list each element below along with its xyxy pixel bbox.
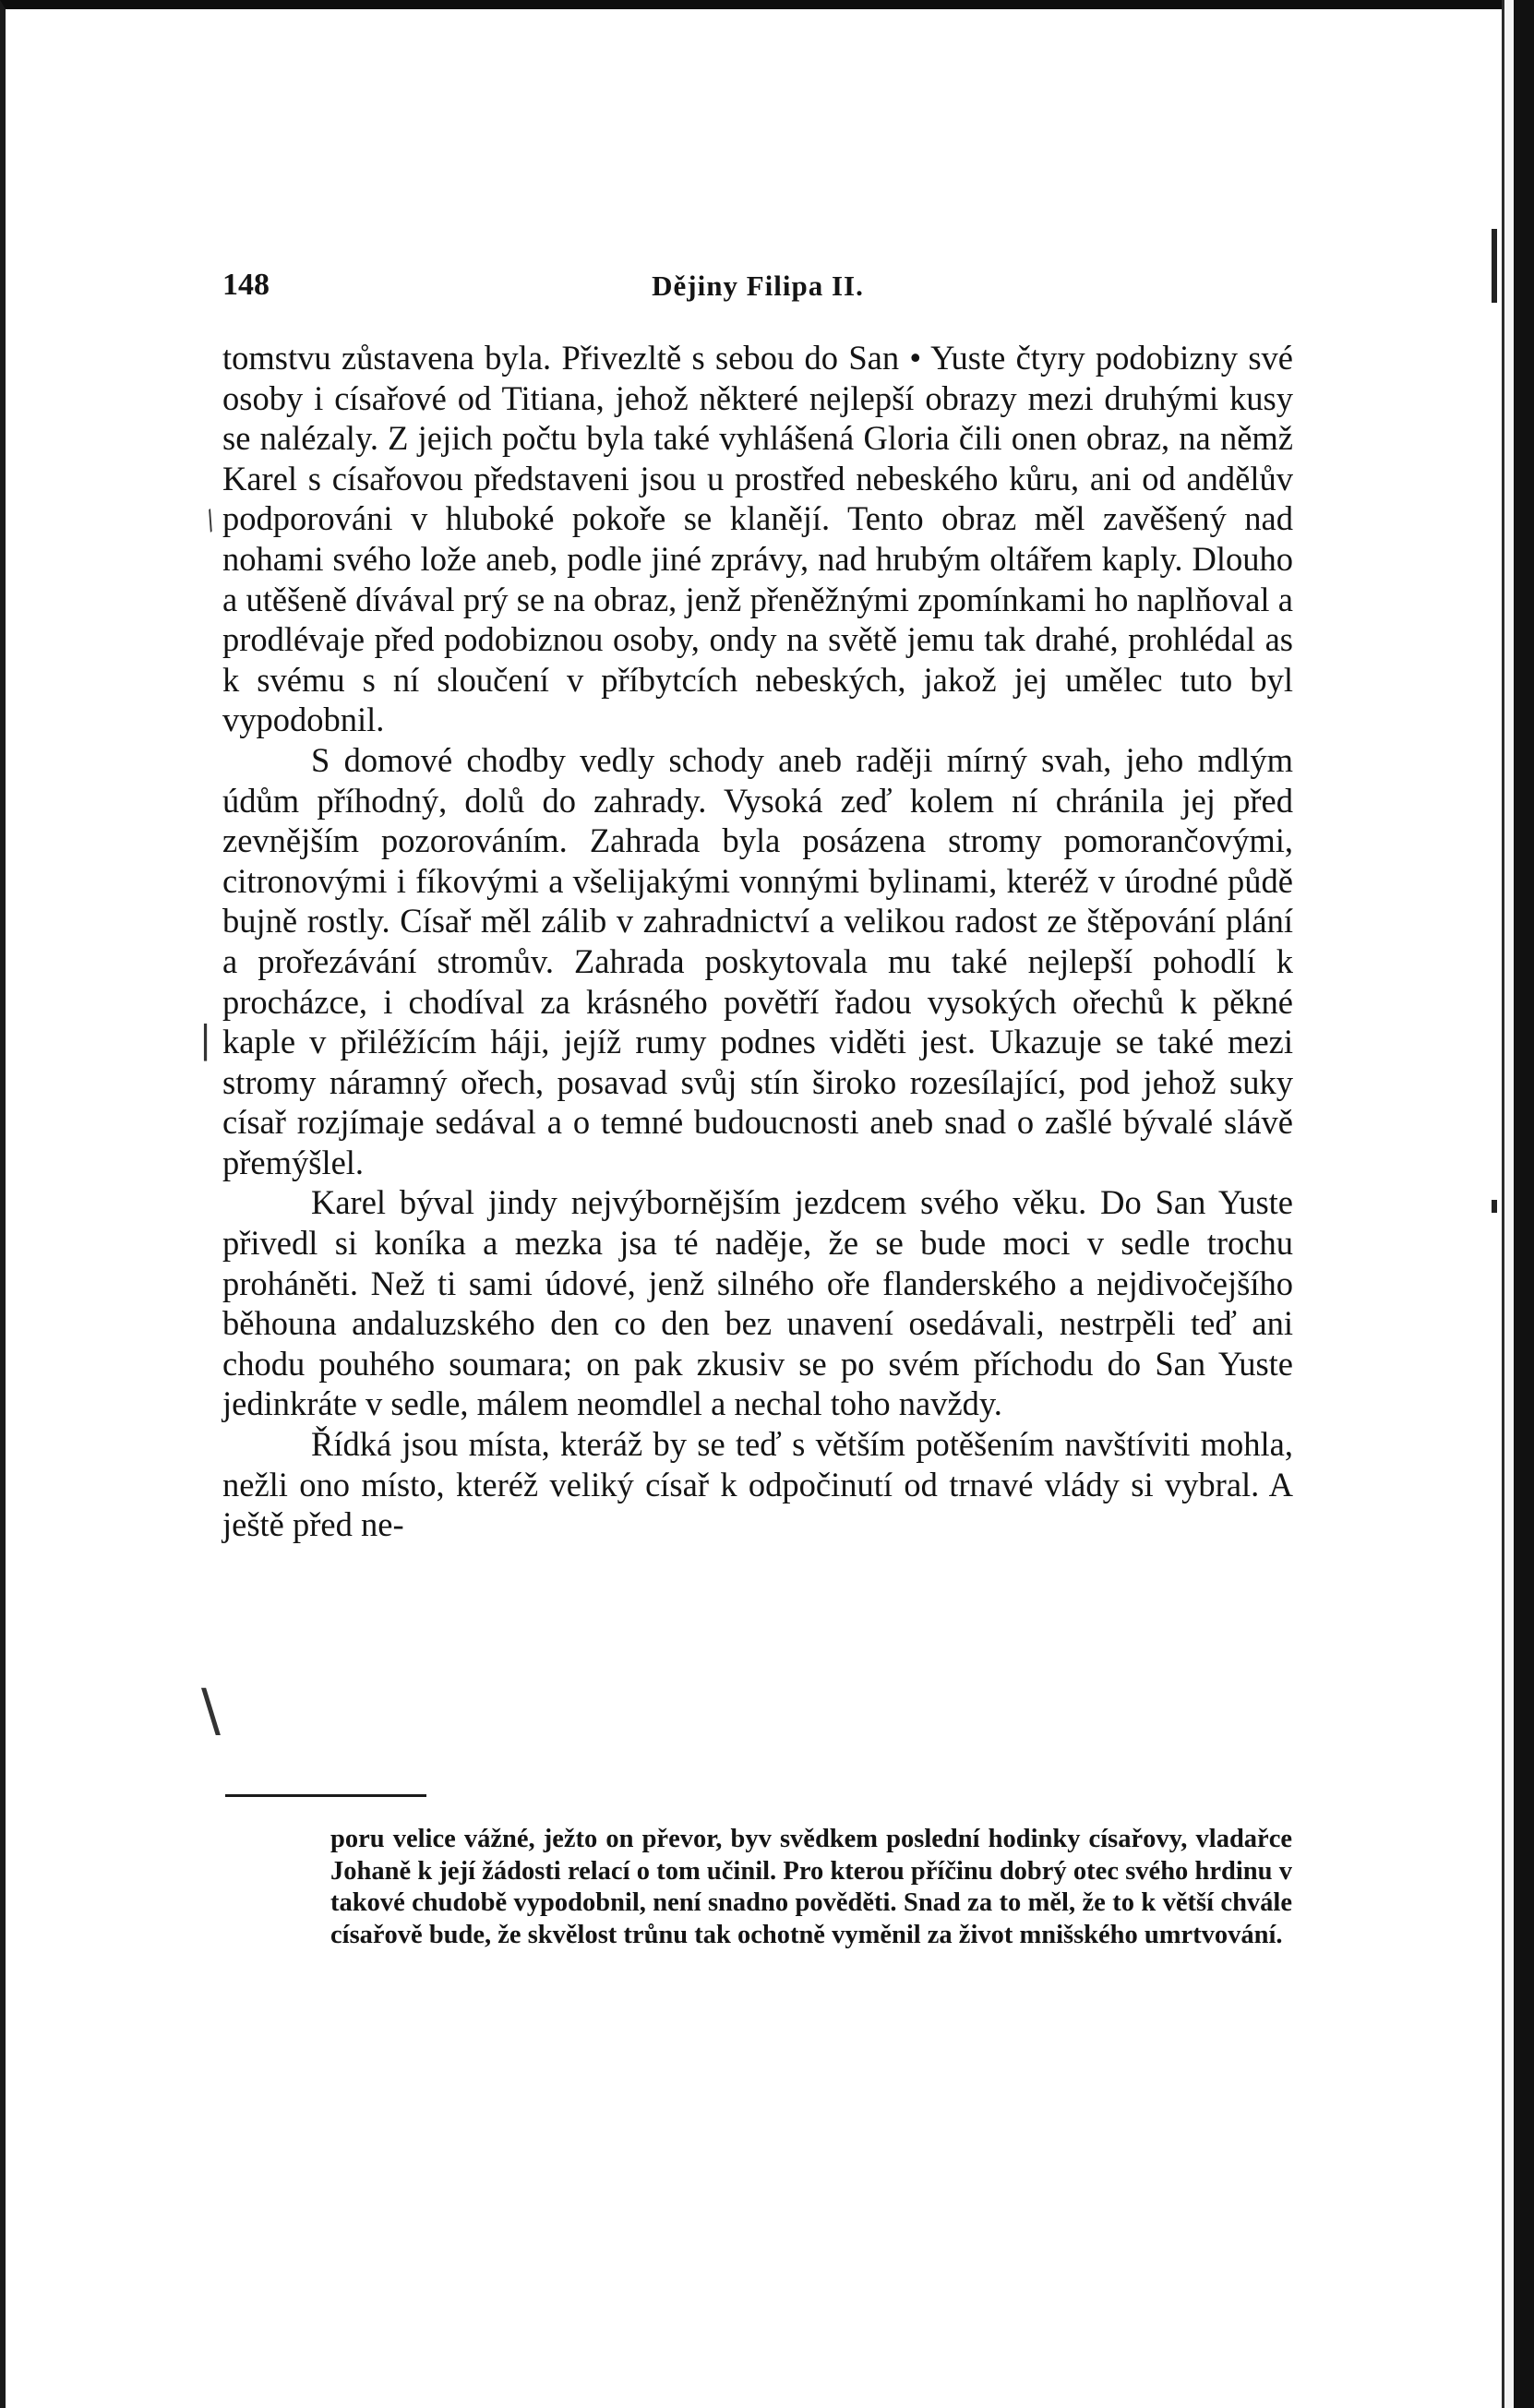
pencil-mark: \	[201, 1676, 221, 1743]
scan-right-edge	[1514, 0, 1534, 2408]
running-title: Dějiny Filipa II.	[652, 270, 864, 302]
paragraph: S domové chodby vedly schody aneb raději mírný svah, jeho mdlým údům příhodný, dolů do zahrady. Vysoká zeď kolem ní chránila jej před zevnějším pozorováním. Zahrada byla posázena stromy pomorančovými, citronovými i fíkovými a všelijakými vonnými bylinami, kteréž v úrodné půdě bujně rostly. Císař měl zálib v zahradnictví a velikou radost ze štěpování plání a prořezávání stromův. Zahrada poskytovala mu také nejlepší pohodlí k procházce, i chodíval za krásného povětří řadou vysokých ořechů k pěkné kaple v přiléžícím háji, jejíž rumy podnes viděti jest. Ukazuje se také mezi stromy náramný ořech, posavad svůj stín široko rozesílající, pod jehož suky císař rozjímaje sedával a o temné budoucnosti aneb snad o zašlé bývalé slávě přemýšlel.	[222, 740, 1293, 1181]
margin-tick	[1492, 1200, 1497, 1213]
scan-gap	[1504, 0, 1514, 2408]
page-header	[222, 268, 1293, 305]
page-number: 148	[222, 268, 270, 302]
paragraph: tomstvu zůstavena byla. Přivezltě s sebou do San • Yuste čtyry podobizny své osoby i císařové od Titiana, jehož některé nejlepší obrazy mezi druhými kusy se nalézaly. Z jejich počtu byla také vyhlášená Gloria čili onen obraz, na němž Karel s císařovou představeni jsou u prostřed nebeského kůru, ani od andělův podporováni v hluboké pokoře se klanějí. Tento obraz měl zavěšený nad nohami svého lože aneb, podle jiné zprávy, nad hrubým oltářem kaply. Dlouho a utěšeně dívával prý se na obraz, jenž přeněžnými zpomínkami ho naplňoval a prodlévaje před podobiznou osoby, ondy na světě jemu tak drahé, prohlédal as k svému s ní sloučení v příbytcích nebeských, jakož jej umělec tuto byl vypodobnil.	[222, 339, 1293, 739]
paragraph: Karel býval jindy nejvýbornějším jezdcem svého věku. Do San Yuste přivedl si koníka a mezka jsa té naděje, že se bude moci v sedle trochu proháněti. Než ti sami údové, jenž silného oře flanderského a nejdivočejšího běhouna andaluzského den co den bez unavení osedávali, nestrpěli teď ani chodu pouhého soumara; on pak zkusiv se po svém příchodu do San Yuste jedinkráte v sedle, málem neomdlel a nechal toho navždy.	[222, 1183, 1293, 1423]
body-text	[222, 338, 1293, 1545]
margin-tick	[1492, 229, 1497, 303]
footnote-rule	[225, 1794, 426, 1797]
pencil-mark: ⎜	[201, 1024, 217, 1061]
paragraph: Řídká jsou místa, kteráž by se teď s větším potěšením navštíviti mohla, nežli ono místo, kteréž veliký císař k odpočinutí od trnavé vlády si vybral. A ještě před ne-	[222, 1425, 1293, 1544]
pencil-mark: ⁄	[199, 507, 222, 535]
footnote: poru velice vážné, ježto on převor, byv svědkem poslední hodinky císařovy, vladařce Johaně k její žádosti relací o tom učinil. Pro kterou příčinu dobrý otec svého hrdinu v takové chudobě vypodobnil, není snadno pověděti. Snad za to měl, že to k větší chvále císařově bude, že skvělost trůnu tak ochotně vyměnil za život mnišského umrtvování.	[330, 1825, 1292, 1949]
